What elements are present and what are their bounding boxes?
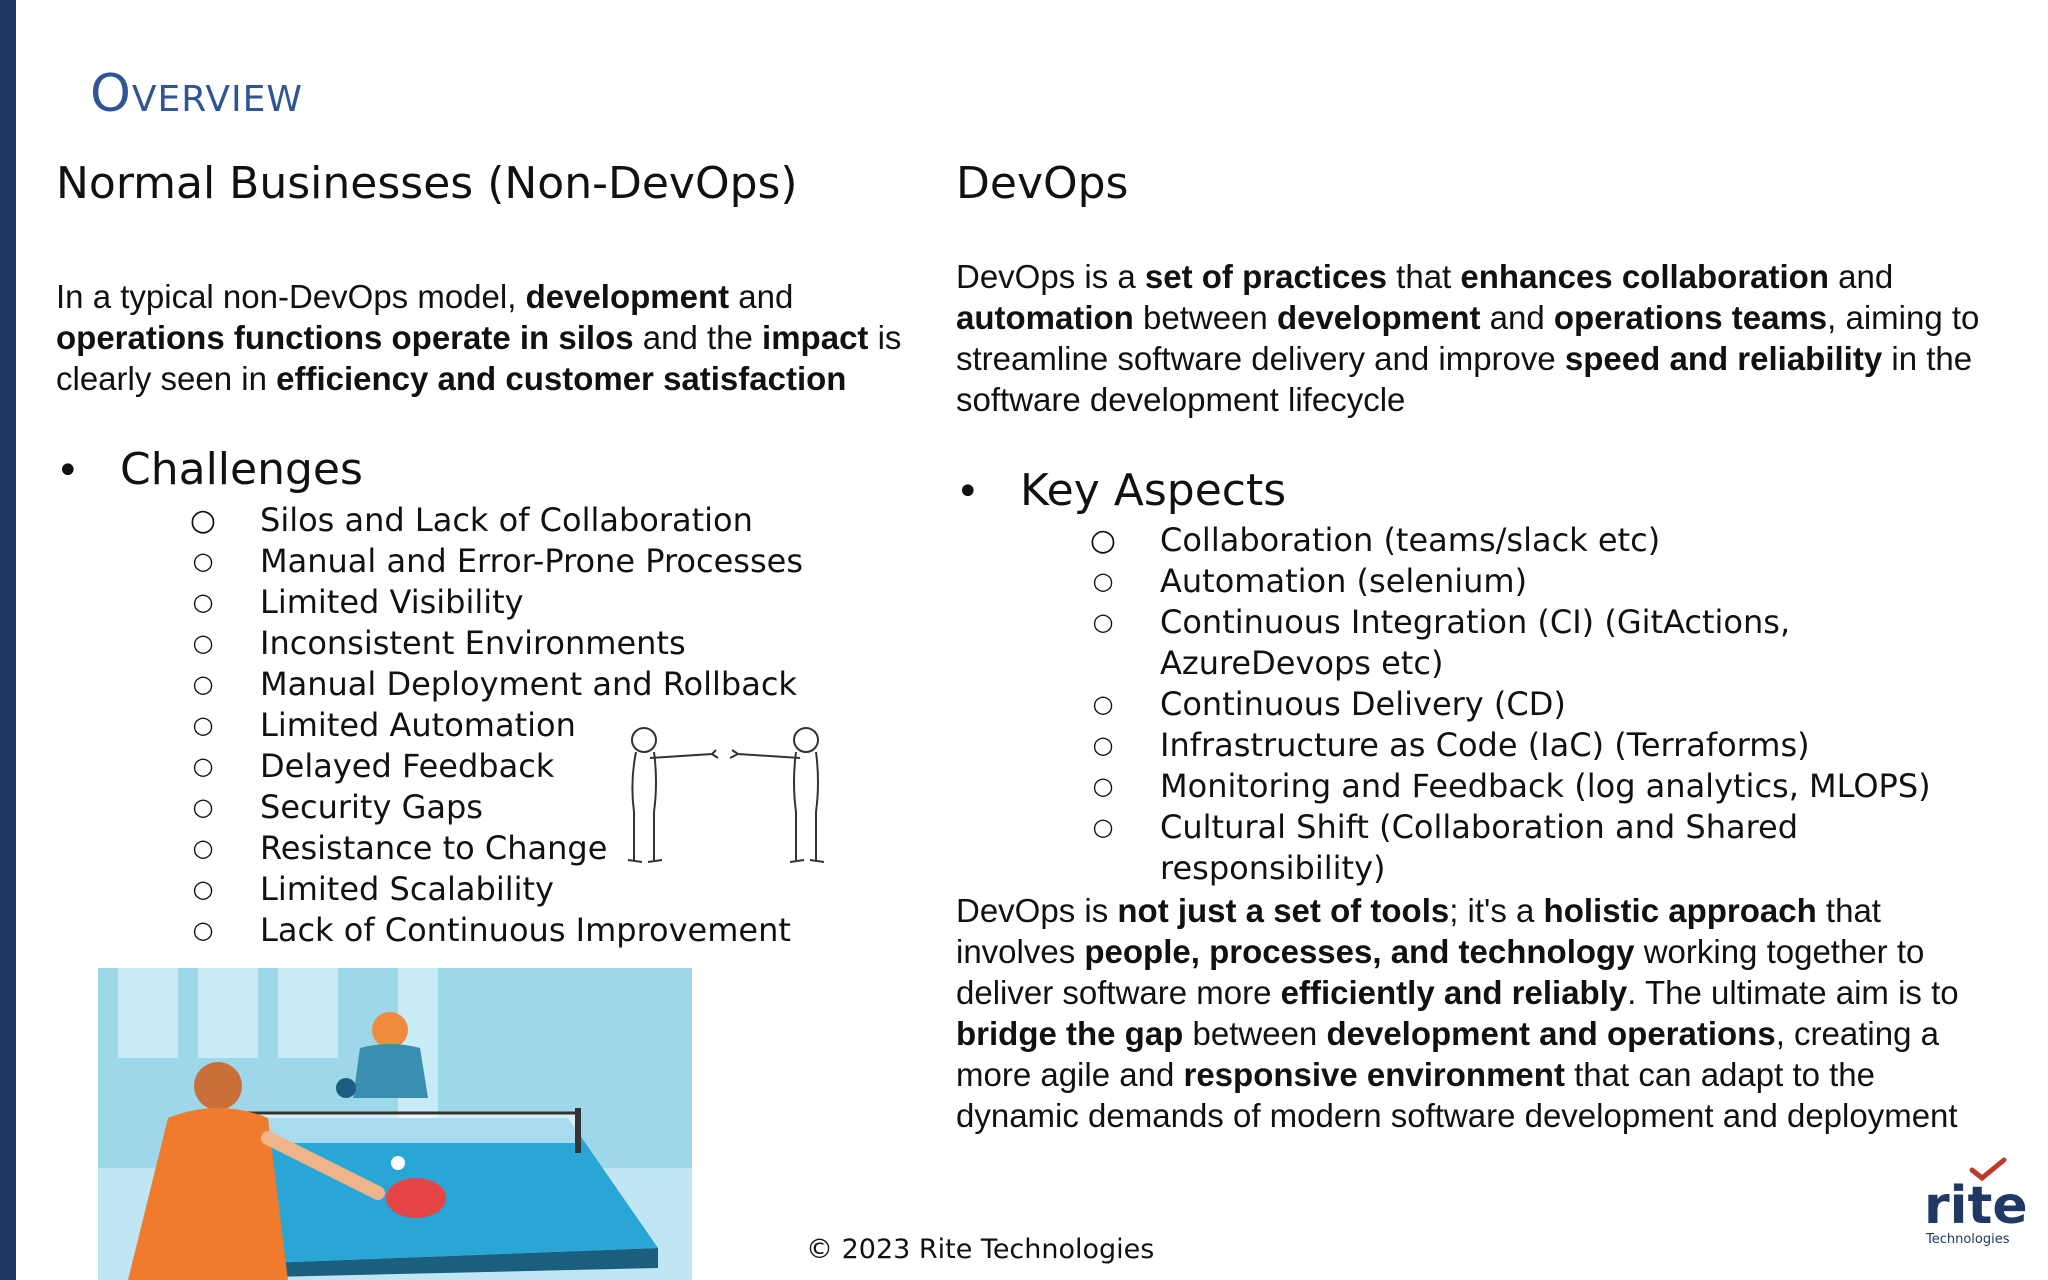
challenges-title: Challenges xyxy=(120,444,363,495)
hollow-bullet-icon: ○ xyxy=(192,629,214,657)
blaming-figures-icon xyxy=(620,722,830,872)
hollow-bullet-icon: ○ xyxy=(192,670,214,698)
hollow-bullet-icon: ○ xyxy=(192,793,214,821)
text-segment: , creating a more agile and xyxy=(956,1015,1939,1093)
hollow-bullet-icon: ○ xyxy=(192,752,214,780)
list-item xyxy=(1088,725,2008,766)
list-item xyxy=(188,500,803,541)
bold-text-segment: development and operations xyxy=(1326,1015,1776,1052)
challenges-heading xyxy=(56,444,363,495)
list-item-text: Manual Deployment and Rollback xyxy=(260,665,797,703)
bullet-dot-icon: • xyxy=(56,448,80,494)
rite-logo-icon xyxy=(1918,1160,2028,1250)
left-accent-bar xyxy=(0,0,16,1280)
right-outro-paragraph xyxy=(956,890,1986,1136)
hollow-bullet-icon: ○ xyxy=(192,711,214,739)
text-segment: . The ultimate aim is to xyxy=(1627,974,1959,1011)
hollow-bullet-icon: ○ xyxy=(1092,608,1114,636)
text-segment: between xyxy=(1133,299,1277,336)
bold-text-segment: bridge the gap xyxy=(956,1015,1184,1052)
hollow-bullet-icon: ○ xyxy=(1092,690,1114,718)
text-segment: and xyxy=(1480,299,1554,336)
text-segment: and xyxy=(1829,258,1894,295)
bold-text-segment: operations teams xyxy=(1553,299,1828,336)
hollow-bullet-icon: ○ xyxy=(192,834,214,862)
list-item xyxy=(1088,520,2008,561)
text-segment: that xyxy=(1387,258,1461,295)
list-item xyxy=(1088,766,2008,807)
hollow-bullet-icon: ○ xyxy=(192,588,214,616)
logo-subtitle: Technologies xyxy=(1926,1232,2010,1247)
text-segment: DevOps is a xyxy=(956,258,1145,295)
list-item-text: Limited Automation xyxy=(260,706,576,744)
hollow-bullet-icon: ○ xyxy=(189,503,217,538)
bold-text-segment: operations functions operate in silos xyxy=(56,319,634,356)
bold-text-segment: people, processes, and technology xyxy=(1084,933,1635,970)
right-column-heading: DevOps xyxy=(956,158,1129,209)
left-intro-paragraph xyxy=(56,276,916,399)
bold-text-segment: automation xyxy=(956,299,1134,336)
list-item xyxy=(188,910,803,951)
hollow-bullet-icon: ○ xyxy=(192,916,214,944)
text-segment: ; it's a xyxy=(1449,892,1544,929)
bold-text-segment: impact xyxy=(762,319,869,356)
right-intro-paragraph xyxy=(956,256,1986,420)
list-item-text: Continuous Integration (CI) (GitActions, AzureDevops etc) xyxy=(1160,603,1791,682)
text-segment: working together to deliver software more xyxy=(956,933,1925,1011)
list-item-text: Cultural Shift (Collaboration and Shared responsibility) xyxy=(1160,808,1799,887)
text-segment: between xyxy=(1183,1015,1327,1052)
list-item-text: Continuous Delivery (CD) xyxy=(1160,685,1566,723)
key-aspects-heading xyxy=(956,465,1286,516)
copyright-footer: © 2023 Rite Technologies xyxy=(806,1234,1155,1265)
list-item-text: Inconsistent Environments xyxy=(260,624,686,662)
text-segment: in the software development lifecycle xyxy=(956,340,1973,418)
text-segment: that involves xyxy=(956,892,1881,970)
left-column-heading: Normal Businesses (Non-DevOps) xyxy=(56,158,798,209)
list-item-text: Security Gaps xyxy=(260,788,483,826)
hollow-bullet-icon: ○ xyxy=(1092,772,1114,800)
list-item-text: Lack of Continuous Improvement xyxy=(260,911,791,949)
hollow-bullet-icon: ○ xyxy=(192,547,214,575)
list-item-text: Resistance to Change xyxy=(260,829,608,867)
list-item-text: Collaboration (teams/slack etc) xyxy=(1160,521,1661,559)
list-item xyxy=(188,869,803,910)
list-item-text: Delayed Feedback xyxy=(260,747,555,785)
hollow-bullet-icon: ○ xyxy=(1092,813,1114,841)
bold-text-segment: set of practices xyxy=(1144,258,1388,295)
list-item xyxy=(188,541,803,582)
list-item-text: Manual and Error-Prone Processes xyxy=(260,542,803,580)
text-segment: In a typical non-DevOps model, xyxy=(56,278,526,315)
key-aspects-title: Key Aspects xyxy=(1020,465,1287,516)
bold-text-segment: development xyxy=(525,278,730,315)
hollow-bullet-icon: ○ xyxy=(1092,567,1114,595)
hollow-bullet-icon: ○ xyxy=(192,875,214,903)
bold-text-segment: efficiency and customer satisfaction xyxy=(276,360,847,397)
list-item xyxy=(188,623,803,664)
ping-pong-illustration-icon xyxy=(98,968,692,1280)
list-item xyxy=(1088,561,2008,602)
list-item xyxy=(188,582,803,623)
text-segment: and the xyxy=(633,319,763,356)
list-item-text: Automation (selenium) xyxy=(1160,562,1528,600)
list-item-text: Silos and Lack of Collaboration xyxy=(260,501,753,539)
bold-text-segment: enhances collaboration xyxy=(1460,258,1829,295)
bold-text-segment: efficiently and reliably xyxy=(1280,974,1628,1011)
hollow-bullet-icon: ○ xyxy=(1089,523,1117,558)
text-segment: is clearly seen in xyxy=(56,319,902,397)
bold-text-segment: responsive environment xyxy=(1183,1056,1565,1093)
bold-text-segment: development xyxy=(1276,299,1481,336)
list-item-text: Limited Visibility xyxy=(260,583,524,621)
list-item-text: Monitoring and Feedback (log analytics, MLOPS) xyxy=(1160,767,1931,805)
bold-text-segment: speed and reliability xyxy=(1564,340,1883,377)
logo-word: rite xyxy=(1924,1176,2028,1236)
bold-text-segment: not just a set of tools xyxy=(1117,892,1450,929)
text-segment: DevOps is xyxy=(956,892,1118,929)
bullet-dot-icon: • xyxy=(956,469,980,515)
list-item xyxy=(1088,684,2008,725)
text-segment: that can adapt to the dynamic demands of modern software development and deployment xyxy=(956,1056,1958,1134)
bold-text-segment: holistic approach xyxy=(1543,892,1817,929)
list-item-text: Limited Scalability xyxy=(260,870,554,908)
list-item xyxy=(1088,602,2008,684)
text-segment: and xyxy=(729,278,794,315)
list-item xyxy=(1088,807,2008,889)
text-segment: , aiming to streamline software delivery and improve xyxy=(956,299,1980,377)
list-item xyxy=(188,664,803,705)
slide-title: Overview xyxy=(90,64,303,124)
key-aspects-list xyxy=(1088,520,2008,889)
list-item-text: Infrastructure as Code (IaC) (Terraforms) xyxy=(1160,726,1810,764)
hollow-bullet-icon: ○ xyxy=(1092,731,1114,759)
